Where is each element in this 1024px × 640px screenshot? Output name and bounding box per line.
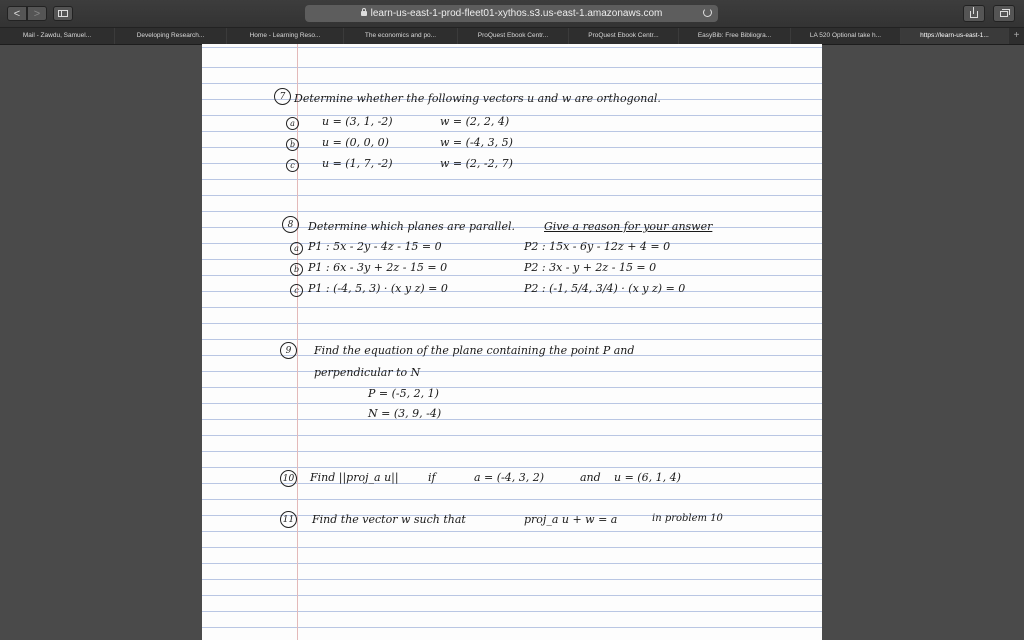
bookmark-proquest-1[interactable]: ProQuest Ebook Centr... — [458, 28, 569, 44]
problem-8-prompt: Determine which planes are parallel. — [308, 220, 515, 233]
bookmark-home-learning[interactable]: Home - Learning Reso... — [227, 28, 344, 44]
problem-8c-p1: P1 : (-4, 5, 3) · (x y z) = 0 — [308, 282, 448, 295]
bookmarks-bar — [0, 27, 1024, 45]
problem-11-equation: proj_a u + w = a — [524, 513, 618, 526]
problem-8c-p2: P2 : (-1, 5/4, 3/4) · (x y z) = 0 — [524, 282, 686, 295]
bookmark-mail[interactable]: Mail - Zawdu, Samuel... — [0, 28, 115, 44]
bookmark-developing-research[interactable]: Developing Research... — [115, 28, 227, 44]
problem-8-number: 8 — [282, 216, 299, 233]
browser-toolbar — [0, 0, 1024, 27]
sidebar-toggle-button[interactable] — [53, 6, 73, 21]
problem-7-prompt: Determine whether the following vectors u and w are orthogonal. — [294, 92, 661, 105]
problem-7-number: 7 — [274, 88, 291, 105]
problem-7c-label: c — [286, 159, 299, 172]
sidebar-icon — [58, 10, 68, 17]
margin-line — [297, 44, 298, 640]
problem-8b-label: b — [290, 263, 303, 276]
problem-10-and: and — [580, 471, 601, 484]
problem-7b-w: w = (-4, 3, 5) — [440, 136, 513, 149]
document-page — [202, 44, 822, 640]
bookmark-la520[interactable]: LA 520 Optional take h... — [791, 28, 901, 44]
problem-11-reference: in problem 10 — [652, 513, 723, 524]
problem-9-prompt: Find the equation of the plane containing the point P and — [314, 344, 635, 357]
problem-11-prompt: Find the vector w such that — [312, 513, 466, 526]
problem-10-vector-u: u = (6, 1, 4) — [614, 471, 681, 484]
problem-8c-label: c — [290, 284, 303, 297]
problem-8b-p2: P2 : 3x - y + 2z - 15 = 0 — [524, 261, 657, 274]
problem-7c-u: u = (1, 7, -2) — [322, 157, 393, 170]
show-tabs-button[interactable] — [993, 5, 1015, 22]
problem-8a-p1: P1 : 5x - 2y - 4z - 15 = 0 — [308, 240, 442, 253]
lock-icon — [361, 11, 367, 16]
problem-7a-w: w = (2, 2, 4) — [440, 115, 510, 128]
problem-8a-p2: P2 : 15x - 6y - 12z + 4 = 0 — [524, 240, 671, 253]
problem-9-point: P = (-5, 2, 1) — [368, 387, 439, 400]
problem-9-normal: N = (3, 9, -4) — [368, 407, 442, 420]
problem-7b-u: u = (0, 0, 0) — [322, 136, 389, 149]
problem-10-vector-a: a = (-4, 3, 2) — [474, 471, 545, 484]
bookmark-learn-us-east[interactable]: https://learn-us-east-1... — [901, 28, 1009, 44]
problem-8b-p1: P1 : 6x - 3y + 2z - 15 = 0 — [308, 261, 448, 274]
problem-10-if: if — [428, 471, 436, 484]
share-button[interactable] — [963, 5, 985, 22]
problem-8-prompt-reason: Give a reason for your answer — [544, 220, 713, 233]
problem-7a-u: u = (3, 1, -2) — [322, 115, 393, 128]
problem-7b-label: b — [286, 138, 299, 151]
address-text: learn-us-east-1-prod-fleet01-xythos.s3.us-east-1.amazonaws.com — [370, 8, 663, 19]
problem-7c-w: w = (2, -2, 7) — [440, 157, 513, 170]
forward-button[interactable]: > — [27, 6, 47, 21]
back-button[interactable]: < — [7, 6, 27, 21]
problem-10-number: 10 — [280, 470, 297, 487]
problem-9-number: 9 — [280, 342, 297, 359]
add-tab-button[interactable]: + — [1013, 30, 1020, 41]
bookmark-proquest-2[interactable]: ProQuest Ebook Centr... — [569, 28, 679, 44]
share-icon — [970, 11, 978, 18]
problem-9-prompt-cont: perpendicular to N — [314, 366, 421, 379]
problem-7a-label: a — [286, 117, 299, 130]
tabs-icon — [1000, 11, 1008, 17]
problem-11-number: 11 — [280, 511, 297, 528]
bookmark-easybib[interactable]: EasyBib: Free Bibliogra... — [679, 28, 791, 44]
problem-8a-label: a — [290, 242, 303, 255]
reload-icon[interactable] — [703, 8, 712, 17]
bookmark-economics[interactable]: The economics and po... — [344, 28, 458, 44]
address-bar[interactable] — [305, 5, 718, 22]
problem-10-prompt: Find ||proj_a u|| — [310, 471, 399, 484]
